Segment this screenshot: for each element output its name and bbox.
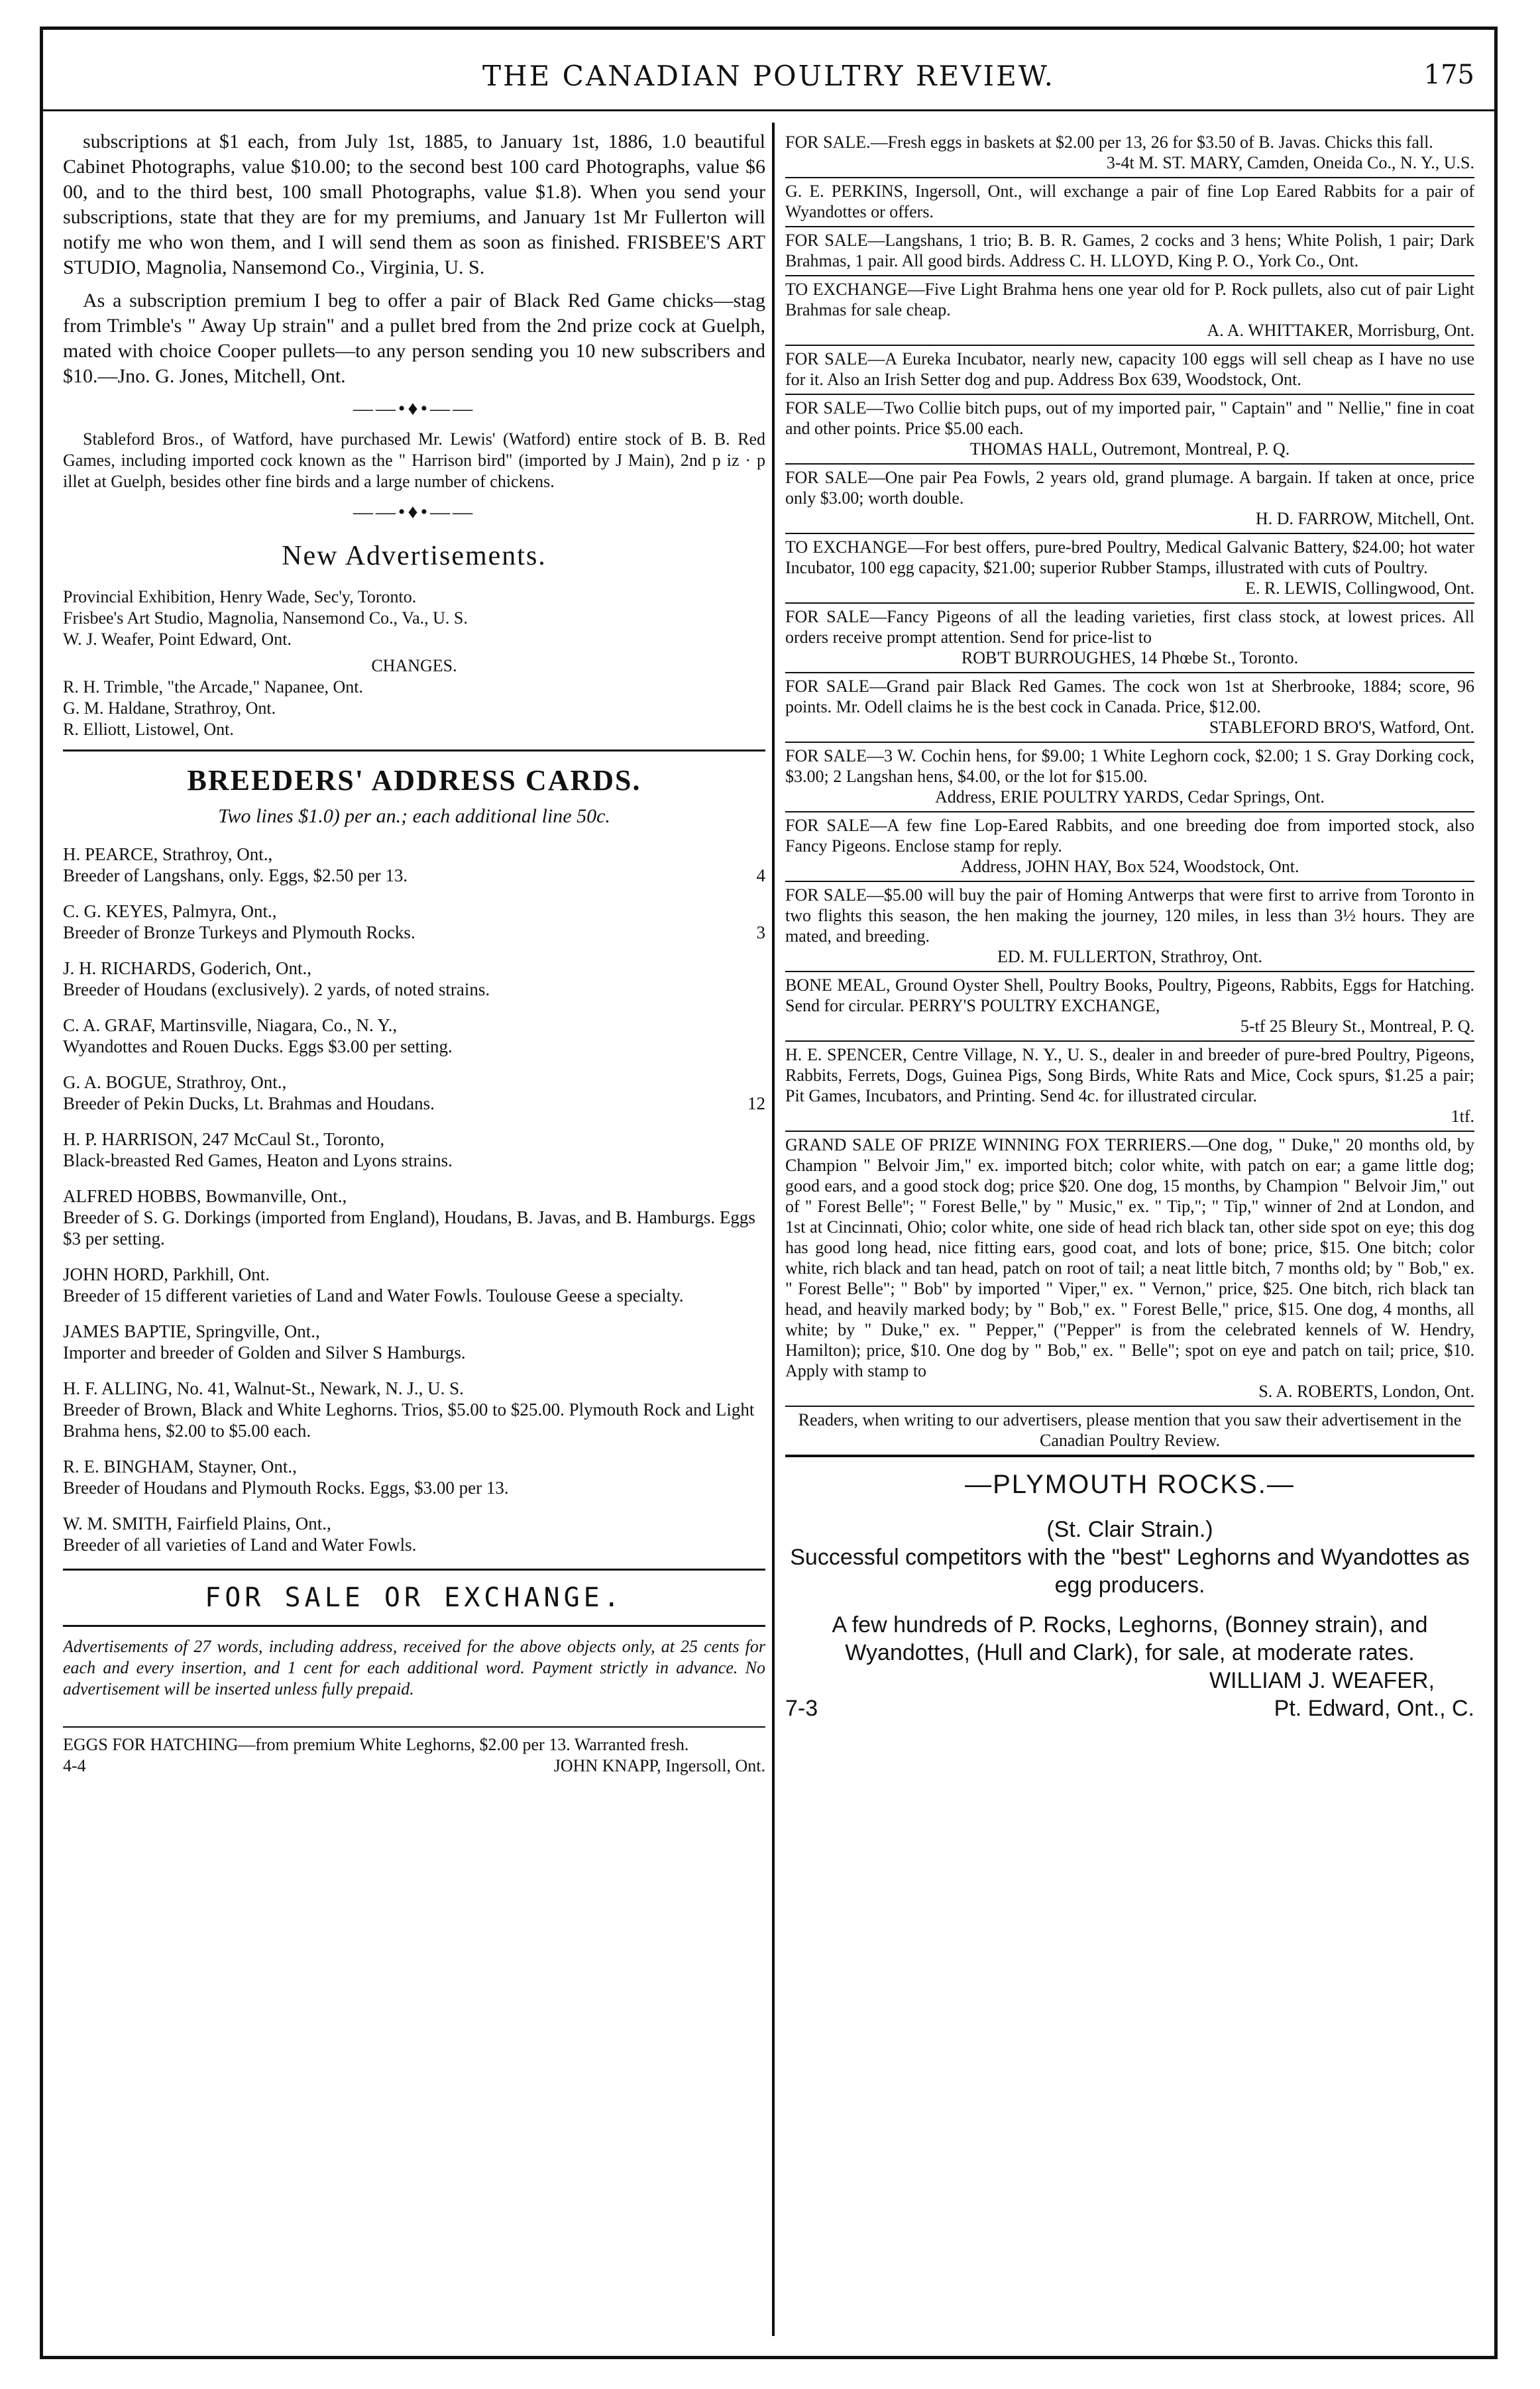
list-item: R. H. Trimble, "the Arcade," Napanee, Ont.	[63, 677, 364, 696]
ad-text: TO EXCHANGE—For best offers, pure-bred Poultry, Medical Galvanic Battery, $24.00; hot water Incubator, 100 egg capacity, $21.00; superior Rubber Stamps, illustrated with cuts of Poultry.	[785, 537, 1474, 577]
breeder-card	[63, 1015, 765, 1057]
breeder-name: W. M. SMITH, Fairfield Plains, Ont.,	[63, 1514, 331, 1533]
eggs-ad-text: EGGS FOR HATCHING—from premium White Leghorns, $2.00 per 13. Warranted fresh.	[63, 1735, 689, 1754]
notice-to-readers	[785, 1407, 1474, 1457]
breeder-desc: Black-breasted Red Games, Heaton and Lyons strains.	[63, 1150, 453, 1170]
ad-text: Readers, when writing to our advertisers, please mention that you saw their advertisement in the Canadian Poultry Review.	[798, 1410, 1462, 1450]
left-column	[63, 129, 765, 2336]
breeders-terms: Two lines $1.0) per an.; each additional line 50c.	[218, 805, 610, 827]
classified-ad	[785, 276, 1474, 346]
breeder-card	[63, 1321, 765, 1363]
breeder-name: G. A. BOGUE, Strathroy, Ont.,	[63, 1072, 287, 1092]
breeder-desc: Breeder of S. G. Dorkings (imported from England), Houdans, B. Javas, and B. Hamburgs. Eggs $3 per setting.	[63, 1207, 755, 1249]
ad-text: FOR SALE—Grand pair Black Red Games. The cock won 1st at Sherbrooke, 1884; score, 96 points. Mr. Odell claims he is the best cock in Canada. Price, $12.00.	[785, 677, 1474, 716]
classified-ad	[785, 882, 1474, 972]
breeder-desc: Breeder of all varieties of Land and Water Fowls.	[63, 1535, 417, 1555]
classified-ad	[785, 534, 1474, 604]
breeder-desc: Wyandottes and Rouen Ducks. Eggs $3.00 per setting.	[63, 1036, 453, 1056]
breeder-name: C. G. KEYES, Palmyra, Ont.,	[63, 901, 277, 921]
breeder-desc: Breeder of Pekin Ducks, Lt. Brahmas and Houdans.	[63, 1093, 435, 1113]
breeder-number: 3	[756, 922, 765, 942]
breeder-card	[63, 844, 765, 886]
ad-signature: Address, JOHN HAY, Box 524, Woodstock, Ont.	[960, 857, 1299, 876]
breeder-card	[63, 1264, 765, 1306]
ad-signature: E. R. LEWIS, Collingwood, Ont.	[1245, 579, 1474, 598]
classified-ad	[785, 812, 1474, 882]
ad-signature: STABLEFORD BRO'S, Watford, Ont.	[1209, 718, 1474, 737]
ad-text: BONE MEAL, Ground Oyster Shell, Poultry Books, Poultry, Pigeons, Rabbits, Eggs for Hatching. Send for circular. PERRY'S POULTRY EXCHANGE,	[785, 975, 1474, 1015]
breeder-card	[63, 1129, 765, 1171]
paragraph-premium: As a subscription premium I beg to offer a pair of Black Red Game chicks—stag from Trimble's " Away Up strain" and a pullet bred from the 2nd prize cock at Guelph, mated with choice Cooper pullets—to any person sending you 10 new subscribers and $10.—Jno. G. Jones, Mitchell, Ont.	[63, 290, 765, 387]
breeder-desc: Importer and breeder of Golden and Silver S Hamburgs.	[63, 1343, 466, 1362]
for-sale-terms: Advertisements of 27 words, including address, received for the above objects only, at 25 cents for each and every insertion, and 1 cent for each additional word. Payment strictly in advance. No advertisement will be inserted unless fully prepaid.	[63, 1637, 765, 1698]
breeder-desc: Breeder of Houdans and Plymouth Rocks. Eggs, $3.00 per 13.	[63, 1478, 509, 1498]
ad-rule	[63, 1726, 765, 1728]
list-item: R. Elliott, Listowel, Ont.	[63, 720, 234, 739]
ad-text: FOR SALE—Fancy Pigeons of all the leading varieties, first class stock, at lowest prices. All orders receive prompt attention. Send for price-list to	[785, 607, 1474, 647]
for-sale-exchange-heading: FOR SALE OR EXCHANGE.	[205, 1583, 624, 1613]
classified-ad	[785, 1042, 1474, 1132]
breeder-desc: Breeder of Bronze Turkeys and Plymouth Rocks.	[63, 922, 415, 942]
list-item: Frisbee's Art Studio, Magnolia, Nansemond Co., Va., U. S.	[63, 608, 468, 628]
plymouth-code: 7-3	[785, 1696, 818, 1721]
ad-text: FOR SALE—Langshans, 1 trio; B. B. R. Games, 2 cocks and 3 hens; White Polish, 1 pair; Dark Brahmas, 1 pair. All good birds. Address C. H. LLOYD, King P. O., York Co., Ont.	[785, 231, 1474, 270]
ad-signature: 5-tf 25 Bleury St., Montreal, P. Q.	[1240, 1017, 1474, 1036]
list-item: W. J. Weafer, Point Edward, Ont.	[63, 630, 292, 649]
breeder-name: H. P. HARRISON, 247 McCaul St., Toronto,	[63, 1129, 385, 1149]
breeder-name: H. F. ALLING, No. 41, Walnut-St., Newark, N. J., U. S.	[63, 1378, 464, 1398]
ad-text: FOR SALE—3 W. Cochin hens, for $9.00; 1 White Leghorn cock, $2.00; 1 S. Gray Dorking cock, $3.00; 2 Langshan hens, $4.00, or the lot for $15.00.	[785, 746, 1474, 786]
ad-signature: H. D. FARROW, Mitchell, Ont.	[1255, 509, 1474, 528]
plymouth-footer-row	[785, 1695, 1474, 1722]
list-item: Provincial Exhibition, Henry Wade, Sec'y, Toronto.	[63, 587, 417, 606]
ad-signature: Address, ERIE POULTRY YARDS, Cedar Springs, Ont.	[935, 787, 1325, 806]
classified-ads-list	[785, 129, 1474, 1457]
breeder-card	[63, 1378, 765, 1441]
ad-signature: S. A. ROBERTS, London, Ont.	[1258, 1382, 1474, 1401]
ad-signature: THOMAS HALL, Outremont, Montreal, P. Q.	[969, 439, 1290, 459]
ad-text: FOR SALE—One pair Pea Fowls, 2 years old, grand plumage. A bargain. If taken at once, price only $3.00; worth double.	[785, 468, 1474, 508]
list-item: G. M. Haldane, Strathroy, Ont.	[63, 698, 276, 718]
breeder-desc: Breeder of Langshans, only. Eggs, $2.50 per 13.	[63, 865, 408, 885]
classified-ad	[785, 129, 1474, 178]
changes-label: CHANGES.	[371, 656, 457, 675]
page-number: 175	[1423, 60, 1474, 90]
breeder-number: 12	[747, 1093, 765, 1113]
classified-ad	[785, 178, 1474, 227]
ad-signature: 3-4t M. ST. MARY, Camden, Oneida Co., N. Y., U.S.	[1106, 153, 1474, 172]
breeder-number: 4	[756, 865, 765, 885]
breeder-card	[63, 1072, 765, 1114]
plymouth-rocks-ad	[785, 1471, 1474, 1722]
breeder-desc: Breeder of Houdans (exclusively). 2 yards, of noted strains.	[63, 979, 490, 999]
breeder-card	[63, 1456, 765, 1498]
breeder-card	[63, 901, 765, 943]
classified-ad	[785, 673, 1474, 743]
breeder-name: J. H. RICHARDS, Goderich, Ont.,	[63, 958, 311, 978]
ad-text: G. E. PERKINS, Ingersoll, Ont., will exchange a pair of fine Lop Eared Rabbits for a pair of Wyandottes or offers.	[785, 182, 1474, 221]
paragraph-stableford: Stableford Bros., of Watford, have purchased Mr. Lewis' (Watford) entire stock of B. B. Red Games, including imported cock known as the " Harrison bird" (imported by J Main), 2nd p iz · p illet at Guelph, besides other fine birds and a large number of chickens.	[63, 429, 765, 491]
classified-ad	[785, 972, 1474, 1042]
breeder-name: C. A. GRAF, Martinsville, Niagara, Co., N. Y.,	[63, 1015, 398, 1035]
ad-signature: 1tf.	[1451, 1107, 1474, 1126]
breeder-name: JOHN HORD, Parkhill, Ont.	[63, 1264, 270, 1284]
right-column	[785, 129, 1474, 2336]
ad-signature: ROB'T BURROUGHES, 14 Phœbe St., Toronto.	[961, 648, 1299, 667]
section-rule	[63, 1625, 765, 1627]
paragraph-subscriptions: subscriptions at $1 each, from July 1st, 1885, to January 1st, 1886, 1.0 beautiful Cabinet Photographs, value $10.00; to the second best 100 card Photographs, value $6 00, and to the third best, 100 small Photographs, value $1.8). When you send your subscriptions, state that they are for my premiums, and January 1st Mr Fullerton will notify me who won them, and I will send them as soon as finished. FRISBEE'S ART STUDIO, Magnolia, Nansemond Co., Virginia, U. S.	[63, 131, 765, 278]
new-advertisements-heading: New Advertisements.	[282, 541, 547, 571]
breeder-name: JAMES BAPTIE, Springville, Ont.,	[63, 1321, 320, 1341]
plymouth-heading: —PLYMOUTH ROCKS.—	[965, 1470, 1295, 1499]
ad-text: FOR SALE—A few fine Lop-Eared Rabbits, and one breeding doe from imported stock, also Fancy Pigeons. Enclose stamp for reply.	[785, 816, 1474, 856]
page-header	[43, 30, 1494, 111]
eggs-ad-signature-row	[63, 1755, 765, 1777]
classified-ad	[785, 1132, 1474, 1407]
ornament-separator: ——•♦•——	[353, 398, 476, 419]
plymouth-line2: A few hundreds of P. Rocks, Leghorns, (Bonney strain), and Wyandottes, (Hull and Clark), for sale, at moderate rates.	[832, 1612, 1428, 1665]
changes-list	[63, 677, 765, 740]
ad-text: FOR SALE—Two Collie bitch pups, out of my imported pair, " Captain" and " Nellie," fine in coat and other points. Price $5.00 each.	[785, 398, 1474, 438]
breeder-desc: Breeder of 15 different varieties of Land and Water Fowls. Toulouse Geese a specialty.	[63, 1286, 684, 1306]
eggs-ad-code: 4-4	[63, 1756, 86, 1775]
classified-ad	[785, 465, 1474, 534]
classified-ad	[785, 227, 1474, 276]
breeder-name: ALFRED HOBBS, Bowmanville, Ont.,	[63, 1186, 347, 1206]
plymouth-line1: Successful competitors with the "best" Leghorns and Wyandottes as egg producers.	[790, 1545, 1470, 1598]
classified-ad	[785, 604, 1474, 673]
eggs-ad-signature: JOHN KNAPP, Ingersoll, Ont.	[553, 1756, 765, 1775]
ad-text: FOR SALE.—Fresh eggs in baskets at $2.00 per 13, 26 for $3.50 of B. Javas. Chicks this fall.	[785, 133, 1433, 152]
section-rule	[63, 1569, 765, 1571]
ad-signature: ED. M. FULLERTON, Strathroy, Ont.	[997, 947, 1262, 966]
ad-text: FOR SALE—$5.00 will buy the pair of Homing Antwerps that were first to arrive from Toronto in two flights this season, the hen making the journey, 120 miles, in less than 3½ hours. They are mated, and breeding.	[785, 885, 1474, 946]
ad-signature: A. A. WHITTAKER, Morrisburg, Ont.	[1207, 321, 1474, 340]
new-ads-list	[63, 586, 765, 650]
breeder-desc: Breeder of Brown, Black and White Leghorns. Trios, $5.00 to $25.00. Plymouth Rock and Light Brahma hens, $2.00 to $5.00 each.	[63, 1400, 755, 1441]
plymouth-strain: (St. Clair Strain.)	[1046, 1517, 1213, 1542]
page-title: THE CANADIAN POULTRY REVIEW.	[482, 60, 1055, 92]
ad-text: FOR SALE—A Eureka Incubator, nearly new, capacity 100 eggs will sell cheap as I have no use for it. Also an Irish Setter dog and pup. Address Box 639, Woodstock, Ont.	[785, 349, 1474, 389]
breeders-list	[63, 844, 765, 1555]
ad-text: TO EXCHANGE—Five Light Brahma hens one year old for P. Rock pullets, also cut of pair Light Brahmas for sale cheap.	[785, 280, 1474, 319]
breeder-name: H. PEARCE, Strathroy, Ont.,	[63, 844, 273, 864]
classified-ad	[785, 346, 1474, 395]
section-rule	[63, 750, 765, 751]
classified-ad	[785, 743, 1474, 812]
column-divider	[772, 123, 775, 2336]
plymouth-name: WILLIAM J. WEAFER,	[1209, 1668, 1435, 1693]
breeder-card	[63, 958, 765, 1000]
ornament-separator: ——•♦•——	[353, 501, 476, 523]
breeder-card	[63, 1513, 765, 1555]
ad-text: H. E. SPENCER, Centre Village, N. Y., U. S., dealer in and breeder of pure-bred Poultry, Pigeons, Rabbits, Ferrets, Dogs, Guinea Pigs, Song Birds, White Rats and Mice, Cock spurs, $1.25 a pair; Pit Games, Incubators, and Printing. Send 4c. for illustrated circular.	[785, 1045, 1474, 1105]
breeders-heading: BREEDERS' ADDRESS CARDS.	[187, 764, 641, 797]
ad-text: GRAND SALE OF PRIZE WINNING FOX TERRIERS.—One dog, " Duke," 20 months old, by Champion " Belvoir Jim," ex. imported bitch; color white, with patch on ear; a game little dog; good ears, and a good stock dog; price $20. One dog, 15 months, by Champion " Belvoir Jim," out of " Forest Belle"; " Forest Belle," by " Music," ex. " Tip,"; " Tip," winner of 2nd at London, and 1st at Cincinnati, Ohio; color white, one side of head rich black tan, other side spot on eye; this dog has good long head, nice fitting ears, good coat, and lots of bone; price, $15. One bitch; color white, rich black and tan head, patch on root of tail; a neat little bitch, 7 months old; by " Bob," ex. " Forest Belle"; " Bob" by imported " Viper," ex. " Vernon," price, $25. One bitch, rich black tan head, and heavily marked body; by " Bob," ex. " Forest Belle," price, $15. One dog, 4 months, all white; by " Duke," ex. " Pepper," ("Pepper" is from the celebrated kennels of W. Hendry, Hamilton); price, $10. One dog by " Bob," ex. " Belle"; spot on eye and patch on tail; price, $10. Apply with stamp to	[785, 1135, 1474, 1380]
plymouth-address: Pt. Edward, Ont., C.	[1274, 1696, 1474, 1721]
newspaper-page	[40, 27, 1498, 2359]
classified-ad	[785, 395, 1474, 465]
breeder-name: R. E. BINGHAM, Stayner, Ont.,	[63, 1457, 297, 1476]
breeder-card	[63, 1186, 765, 1249]
